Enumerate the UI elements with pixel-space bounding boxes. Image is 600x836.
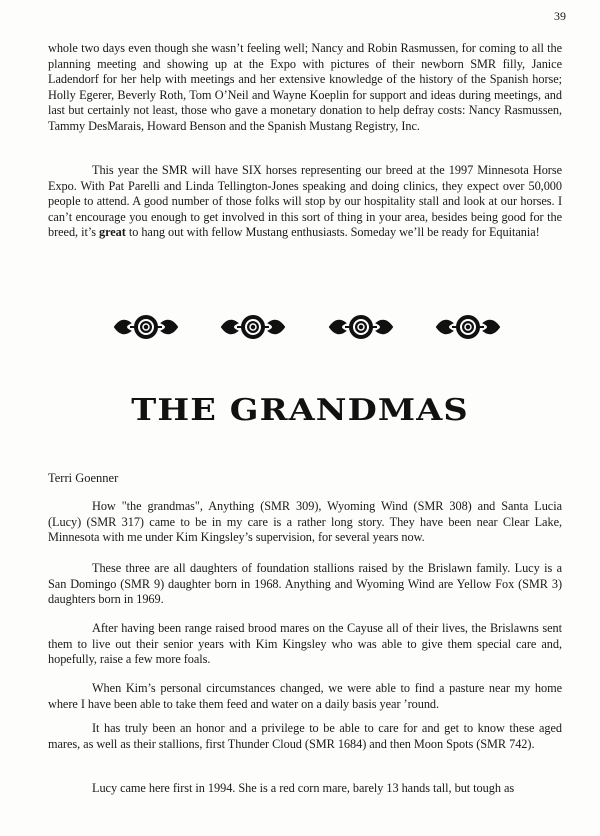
expo-text-end: to hang out with fellow Mustang enthusiasts. Someday we’ll be ready for Equitania! — [125, 225, 540, 240]
expo-bold-word: great — [98, 225, 126, 240]
article-paragraph: When Kim’s personal circumstances changed, we were able to find a pasture near my home where I have been able to take them feed and water on a daily basis year ’round. — [48, 681, 562, 711]
rose-ornament-icon — [327, 313, 395, 341]
rose-ornament-icon — [219, 313, 287, 341]
rose-ornament-icon — [112, 313, 180, 341]
rose-ornament-icon — [434, 313, 502, 341]
article-paragraph: After having been range raised brood mares on the Cayuse all of their lives, the Brislawns sent them to live out their senior years with Kim Kingsley who was able to give them special care and, hopefully, raise a few more foals. — [48, 621, 562, 667]
article-paragraph: Lucy came here first in 1994. She is a red corn mare, barely 13 hands tall, but tough as — [92, 781, 515, 795]
intro-paragraph: whole two days even though she wasn’t feeling well; Nancy and Robin Rasmussen, for coming to all the planning meeting and showing up at the Expo with pictures of their newborn SMR filly, Janice Ladendorf for her help with meetings and her extensive knowledge of the history of the Spanish horse; Holly Egerer, Beverly Roth, Tom O’Neil and Wayne Koeplin for support and ideas during meetings, and last but certainly not least, those who gave a monetary donation to help defray costs: Nancy Rasmussen, Tammy DesMarais, Howard Benson and the Spanish Mustang Registry, Inc. — [48, 41, 562, 133]
article-title: THE GRANDMAS — [131, 393, 469, 428]
expo-text-start: This year the SMR will have SIX horses representing our breed at the 1997 Minnesota Horse Expo. With Pat Parelli and Linda Tellington-Jones speaking and doing clinics, they expect over 50,000 people to attend. A good number of those folks will stop by our hospitality stall and look at our horses. I can’t encourage you enough to get involved in this sort of thing in your area, besides being good for the breed, it’s — [48, 163, 562, 240]
expo-paragraph — [48, 163, 562, 241]
article-paragraph: It has truly been an honor and a privilege to be able to care for and get to know these aged mares, as well as their stallions, first Thunder Cloud (SMR 1684) and then Moon Spots (SMR 742). — [48, 721, 562, 751]
article-paragraph: How "the grandmas", Anything (SMR 309), Wyoming Wind (SMR 308) and Santa Lucia (Lucy) (SMR 317) came to be in my care is a rather long story. They have been near Clear Lake, Minnesota with me under Kim Kingsley’s supervision, for several years now. — [48, 499, 562, 545]
article-paragraph: These three are all daughters of foundation stallions raised by the Brislawn family. Lucy is a San Domingo (SMR 9) daughter born in 1968. Anything and Wyoming Wind are Yellow Fox (SMR 3) daughters born in 1969. — [48, 561, 562, 607]
page-number: 39 — [554, 9, 566, 23]
ornament-row — [112, 312, 502, 342]
article-author: Terri Goenner — [48, 471, 119, 485]
